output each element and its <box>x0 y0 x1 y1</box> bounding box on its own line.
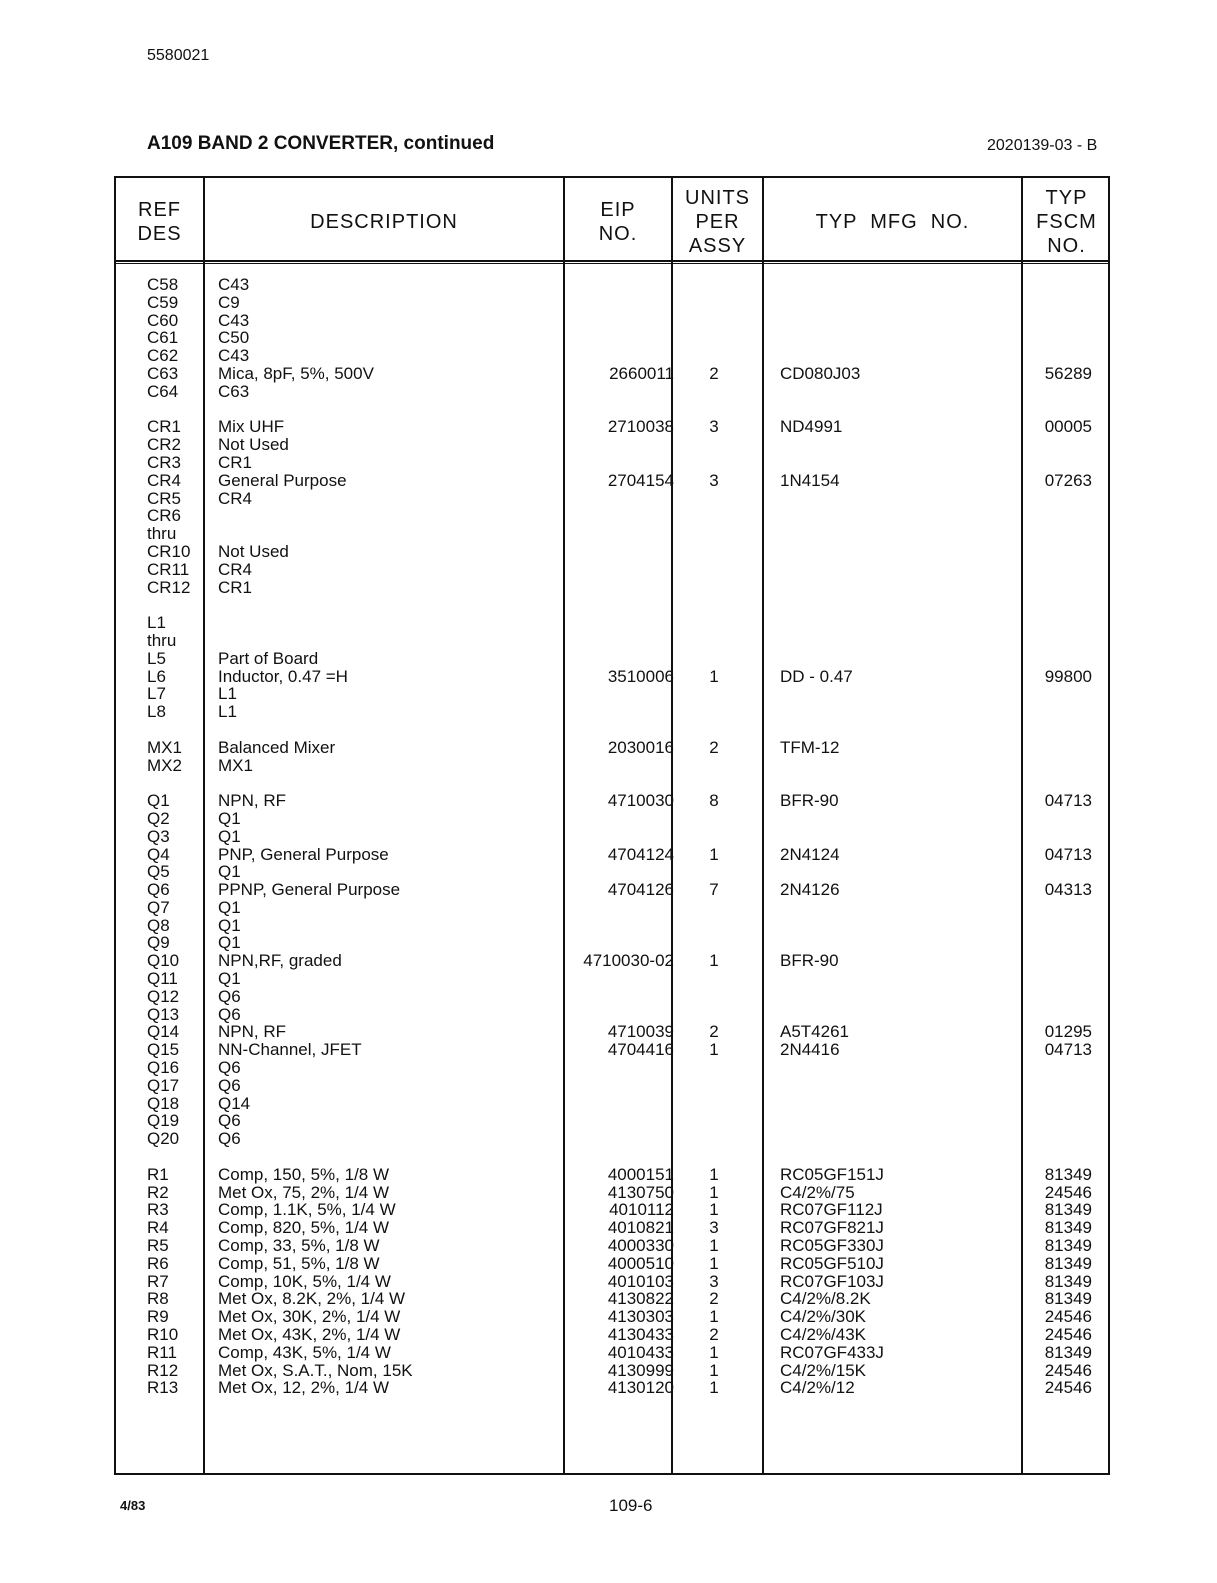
table-row <box>114 1219 1110 1237</box>
mfg-number-cell: RC07GF821J <box>780 1218 884 1238</box>
mfg-number-cell: TFM-12 <box>780 737 840 757</box>
fscm-number-cell: 04713 <box>1044 791 1092 811</box>
description-cell: Met Ox, 75, 2%, 1/4 W <box>218 1182 390 1202</box>
description-cell: CR1 <box>218 452 253 472</box>
eip-number-cell: 4710030 <box>607 791 674 811</box>
ref-des-cell: L7 <box>147 684 166 704</box>
eip-number-cell: 2704154 <box>607 470 674 490</box>
header-eip-line1: EIP <box>600 199 636 221</box>
fscm-number-cell: 24546 <box>1044 1378 1092 1398</box>
table-row <box>114 988 1110 1006</box>
header-eip-line2: NO. <box>598 223 638 245</box>
table-row <box>114 1273 1110 1291</box>
parts-table-body <box>114 276 1110 1415</box>
ref-des-cell: CR5 <box>147 488 182 508</box>
ref-des-cell: CR11 <box>147 559 190 579</box>
description-cell: Q1 <box>218 808 241 828</box>
table-row <box>114 347 1110 365</box>
part-group <box>114 739 1110 775</box>
ref-des-cell: C62 <box>147 346 179 366</box>
table-row <box>114 1112 1110 1130</box>
units-per-assy-cell: 1 <box>709 1378 719 1398</box>
ref-des-cell: C59 <box>147 292 179 312</box>
ref-des-cell: R2 <box>147 1182 169 1202</box>
units-per-assy-cell: 2 <box>709 1022 719 1042</box>
table-row <box>114 507 1110 525</box>
description-cell: Mix UHF <box>218 417 285 437</box>
fscm-number-cell: 99800 <box>1044 666 1092 686</box>
description-cell: Q6 <box>218 1058 241 1078</box>
ref-des-cell: CR6 <box>147 506 182 526</box>
table-row <box>114 1308 1110 1326</box>
ref-des-cell: R11 <box>147 1342 177 1362</box>
units-per-assy-cell: 7 <box>709 880 719 900</box>
fscm-number-cell: 81349 <box>1044 1218 1092 1238</box>
eip-number-cell: 4010821 <box>607 1218 674 1238</box>
footer-date: 4/83 <box>120 1498 146 1513</box>
units-per-assy-cell: 1 <box>709 1342 719 1362</box>
units-per-assy-cell: 1 <box>709 1182 719 1202</box>
mfg-number-cell: C4/2%/12 <box>780 1378 855 1398</box>
ref-des-cell: R4 <box>147 1218 169 1238</box>
mfg-number-cell: 2N4416 <box>780 1040 840 1060</box>
table-row <box>114 418 1110 436</box>
description-cell: Comp, 1.1K, 5%, 1/4 W <box>218 1200 396 1220</box>
units-per-assy-cell: 3 <box>709 417 719 437</box>
ref-des-cell: Q10 <box>147 951 180 971</box>
description-cell: NN-Channel, JFET <box>218 1040 362 1060</box>
table-row <box>114 1379 1110 1397</box>
mfg-number-cell: RC05GF510J <box>780 1253 884 1273</box>
fscm-number-cell: 04713 <box>1044 844 1092 864</box>
ref-des-cell: Q15 <box>147 1040 180 1060</box>
document-number: 5580021 <box>147 47 210 64</box>
fscm-number-cell: 81349 <box>1044 1200 1092 1220</box>
units-per-assy-cell: 1 <box>709 1200 719 1220</box>
ref-des-cell: Q1 <box>147 791 170 811</box>
ref-des-cell: C58 <box>147 275 179 294</box>
description-cell: Comp, 820, 5%, 1/4 W <box>218 1218 390 1238</box>
eip-number-cell: 4710039 <box>607 1022 674 1042</box>
table-row <box>114 436 1110 454</box>
fscm-number-cell: 04713 <box>1044 1040 1092 1060</box>
ref-des-cell: Q14 <box>147 1022 180 1042</box>
table-row <box>114 970 1110 988</box>
table-row <box>114 1184 1110 1202</box>
description-cell: C50 <box>218 328 250 348</box>
fscm-number-cell: 24546 <box>1044 1325 1092 1345</box>
header-ref-line1: REF <box>138 199 181 221</box>
mfg-number-cell: RC07GF112J <box>780 1200 883 1220</box>
description-cell: CR4 <box>218 488 253 508</box>
units-per-assy-cell: 3 <box>709 1271 719 1291</box>
description-cell: Q1 <box>218 897 241 917</box>
table-row <box>114 1237 1110 1255</box>
table-row <box>114 952 1110 970</box>
table-row <box>114 703 1110 721</box>
ref-des-cell: CR4 <box>147 470 182 490</box>
table-row <box>114 1201 1110 1219</box>
table-row <box>114 846 1110 864</box>
part-group <box>114 1166 1110 1397</box>
description-cell: C43 <box>218 275 250 294</box>
description-cell: L1 <box>218 684 237 704</box>
ref-des-cell: L5 <box>147 648 166 668</box>
mfg-number-cell: RC05GF151J <box>780 1164 884 1184</box>
ref-des-cell: thru <box>147 630 177 650</box>
description-cell: C63 <box>218 381 250 401</box>
header-units-line3: ASSY <box>688 235 747 257</box>
eip-number-cell: 4000330 <box>607 1236 674 1256</box>
table-row <box>114 1344 1110 1362</box>
fscm-number-cell: 81349 <box>1044 1236 1092 1256</box>
page-number: 109-6 <box>609 1496 653 1515</box>
eip-number-cell: 4130120 <box>607 1378 674 1398</box>
mfg-number-cell: RC07GF433J <box>780 1342 884 1362</box>
table-row <box>114 828 1110 846</box>
table-row <box>114 1041 1110 1059</box>
table-row <box>114 543 1110 561</box>
description-cell: Q6 <box>218 1111 241 1131</box>
mfg-number-cell: 2N4126 <box>780 880 840 900</box>
table-row <box>114 1290 1110 1308</box>
table-row <box>114 650 1110 668</box>
description-cell: Met Ox, 30K, 2%, 1/4 W <box>218 1307 401 1327</box>
table-row <box>114 668 1110 686</box>
table-row <box>114 1077 1110 1095</box>
fscm-number-cell: 04313 <box>1044 880 1092 900</box>
ref-des-cell: CR1 <box>147 417 182 437</box>
mfg-number-cell: 1N4154 <box>780 470 840 490</box>
mfg-number-cell: C4/2%/75 <box>780 1182 855 1202</box>
description-cell: Q1 <box>218 969 241 989</box>
fscm-number-cell: 24546 <box>1044 1182 1092 1202</box>
ref-des-cell: C60 <box>147 310 179 330</box>
ref-des-cell: Q20 <box>147 1129 180 1149</box>
units-per-assy-cell: 2 <box>709 1325 719 1345</box>
table-row <box>114 1166 1110 1184</box>
table-row <box>114 1255 1110 1273</box>
fscm-number-cell: 81349 <box>1044 1342 1092 1362</box>
description-cell: Not Used <box>218 541 289 561</box>
eip-number-cell: 4130303 <box>607 1307 674 1327</box>
description-cell: Q1 <box>218 862 241 882</box>
table-row <box>114 1006 1110 1024</box>
fscm-number-cell: 56289 <box>1044 363 1092 383</box>
ref-des-cell: R13 <box>147 1378 179 1398</box>
ref-des-cell: Q5 <box>147 862 170 882</box>
description-cell: Met Ox, 12, 2%, 1/4 W <box>218 1378 390 1398</box>
table-row <box>114 1095 1110 1113</box>
table-row <box>114 917 1110 935</box>
header-units-line2: PER <box>695 211 740 233</box>
table-row <box>114 685 1110 703</box>
eip-number-cell: 4704126 <box>607 880 674 900</box>
description-cell: Balanced Mixer <box>218 737 336 757</box>
description-cell: C43 <box>218 310 250 330</box>
description-cell: Comp, 33, 5%, 1/8 W <box>218 1236 380 1256</box>
ref-des-cell: Q16 <box>147 1058 180 1078</box>
description-cell: Met Ox, S.A.T., Nom, 15K <box>218 1360 413 1380</box>
ref-des-cell: Q3 <box>147 826 170 846</box>
table-row <box>114 579 1110 597</box>
table-row <box>114 276 1110 294</box>
description-cell: NPN,RF, graded <box>218 951 342 971</box>
description-cell: Comp, 43K, 5%, 1/4 W <box>218 1342 391 1362</box>
ref-des-cell: R3 <box>147 1200 169 1220</box>
units-per-assy-cell: 1 <box>709 1164 719 1184</box>
description-cell: Inductor, 0.47 =H <box>218 666 348 686</box>
ref-des-cell: R12 <box>147 1360 179 1380</box>
units-per-assy-cell: 2 <box>709 737 719 757</box>
table-row <box>114 472 1110 490</box>
table-row <box>114 1130 1110 1148</box>
ref-des-cell: R5 <box>147 1236 169 1256</box>
description-cell: Comp, 150, 5%, 1/8 W <box>218 1164 390 1184</box>
ref-des-cell: R6 <box>147 1253 169 1273</box>
description-cell: MX1 <box>218 755 253 775</box>
units-per-assy-cell: 2 <box>709 363 719 383</box>
mfg-number-cell: CD080J03 <box>780 363 861 383</box>
mfg-number-cell: C4/2%/43K <box>780 1325 866 1345</box>
table-row <box>114 294 1110 312</box>
fscm-number-cell: 01295 <box>1044 1022 1092 1042</box>
mfg-number-cell: C4/2%/15K <box>780 1360 866 1380</box>
eip-number-cell: 2660011 <box>609 363 674 383</box>
ref-des-cell: CR3 <box>147 452 182 472</box>
ref-des-cell: Q19 <box>147 1111 180 1131</box>
mfg-number-cell: 2N4124 <box>780 844 840 864</box>
table-row <box>114 810 1110 828</box>
table-row <box>114 383 1110 401</box>
table-row <box>114 614 1110 632</box>
description-cell: Q6 <box>218 986 241 1006</box>
eip-number-cell: 4000151 <box>607 1164 674 1184</box>
ref-des-cell: Q11 <box>147 969 178 989</box>
header-mfg-label: TYP MFG NO. <box>815 211 970 233</box>
description-cell: C43 <box>218 346 250 366</box>
table-row <box>114 329 1110 347</box>
mfg-number-cell: A5T4261 <box>780 1022 849 1042</box>
header-description <box>205 182 563 262</box>
ref-des-cell: R9 <box>147 1307 169 1327</box>
description-cell: PNP, General Purpose <box>218 844 389 864</box>
eip-number-cell: 4710030-02 <box>583 951 674 971</box>
part-group <box>114 418 1110 596</box>
header-description-label: DESCRIPTION <box>310 211 458 233</box>
fscm-number-cell: 00005 <box>1044 417 1092 437</box>
fscm-number-cell: 24546 <box>1044 1307 1092 1327</box>
eip-number-cell: 4130822 <box>607 1289 674 1309</box>
table-row <box>114 1362 1110 1380</box>
ref-des-cell: Q8 <box>147 915 170 935</box>
description-cell: Mica, 8pF, 5%, 500V <box>218 363 374 383</box>
eip-number-cell: 4010103 <box>607 1271 674 1291</box>
table-row <box>114 1059 1110 1077</box>
units-per-assy-cell: 1 <box>709 1307 719 1327</box>
ref-des-cell: Q2 <box>147 808 170 828</box>
ref-des-cell: CR12 <box>147 577 191 597</box>
ref-des-cell: L6 <box>147 666 166 686</box>
units-per-assy-cell: 1 <box>709 1253 719 1273</box>
eip-number-cell: 4704124 <box>607 844 674 864</box>
ref-des-cell: Q13 <box>147 1004 180 1024</box>
table-row <box>114 1023 1110 1041</box>
table-row <box>114 561 1110 579</box>
header-ref-des <box>116 182 203 262</box>
mfg-number-cell: DD - 0.47 <box>780 666 853 686</box>
mfg-number-cell: RC05GF330J <box>780 1236 884 1256</box>
ref-des-cell: C64 <box>147 381 179 401</box>
part-group <box>114 792 1110 1148</box>
description-cell: NPN, RF <box>218 1022 286 1042</box>
ref-des-cell: R8 <box>147 1289 169 1309</box>
table-row <box>114 490 1110 508</box>
description-cell: L1 <box>218 702 237 722</box>
ref-des-cell: CR2 <box>147 435 182 455</box>
description-cell: Q1 <box>218 915 241 935</box>
ref-des-cell: MX2 <box>147 755 182 775</box>
eip-number-cell: 4130433 <box>607 1325 674 1345</box>
eip-number-cell: 4130750 <box>607 1182 674 1202</box>
header-fscm-line3: NO. <box>1047 235 1086 257</box>
ref-des-cell: CR10 <box>147 541 191 561</box>
description-cell: PPNP, General Purpose <box>218 880 401 900</box>
description-cell: Q6 <box>218 1075 241 1095</box>
description-cell: CR1 <box>218 577 253 597</box>
ref-des-cell: R10 <box>147 1325 179 1345</box>
fscm-number-cell: 81349 <box>1044 1164 1092 1184</box>
units-per-assy-cell: 3 <box>709 1218 719 1238</box>
table-row <box>114 632 1110 650</box>
units-per-assy-cell: 2 <box>709 1289 719 1309</box>
mfg-number-cell: C4/2%/8.2K <box>780 1289 871 1309</box>
description-cell: Q6 <box>218 1129 241 1149</box>
fscm-number-cell: 81349 <box>1044 1253 1092 1273</box>
header-fscm-line2: FSCM <box>1036 211 1097 233</box>
table-row <box>114 312 1110 330</box>
header-fscm-line1: TYP <box>1045 187 1088 209</box>
description-cell: Q6 <box>218 1004 241 1024</box>
table-row <box>114 1326 1110 1344</box>
mfg-number-cell: C4/2%/30K <box>780 1307 866 1327</box>
eip-number-cell: 4130999 <box>607 1360 674 1380</box>
description-cell: Comp, 10K, 5%, 1/4 W <box>218 1271 391 1291</box>
header-eip-no <box>565 182 671 262</box>
ref-des-cell: Q7 <box>147 897 170 917</box>
fscm-number-cell: 81349 <box>1044 1289 1092 1309</box>
ref-des-cell: Q6 <box>147 880 170 900</box>
eip-number-cell: 2030016 <box>607 737 674 757</box>
fscm-number-cell: 24546 <box>1044 1360 1092 1380</box>
ref-des-cell: C63 <box>147 363 179 383</box>
eip-number-cell: 3510006 <box>607 666 674 686</box>
eip-number-cell: 4704416 <box>607 1040 674 1060</box>
table-row <box>114 881 1110 899</box>
description-cell: Met Ox, 43K, 2%, 1/4 W <box>218 1325 401 1345</box>
units-per-assy-cell: 1 <box>709 1236 719 1256</box>
ref-des-cell: C61 <box>147 328 179 348</box>
table-row <box>114 757 1110 775</box>
eip-number-cell: 4010433 <box>607 1342 674 1362</box>
description-cell: Part of Board <box>218 648 319 668</box>
eip-number-cell: 4010112 <box>609 1200 674 1220</box>
mfg-number-cell: BFR-90 <box>780 951 839 971</box>
description-cell: C9 <box>218 292 240 312</box>
table-row <box>114 365 1110 383</box>
ref-des-cell: R1 <box>147 1164 169 1184</box>
eip-number-cell: 4000510 <box>607 1253 674 1273</box>
header-typ-mfg-no <box>764 182 1021 262</box>
page-title: A109 BAND 2 CONVERTER, continued <box>147 133 495 154</box>
header-units-per-assy <box>673 182 762 262</box>
units-per-assy-cell: 1 <box>709 1360 719 1380</box>
description-cell: Q14 <box>218 1093 251 1113</box>
table-row <box>114 739 1110 757</box>
units-per-assy-cell: 1 <box>709 1040 719 1060</box>
table-row <box>114 899 1110 917</box>
ref-des-cell: Q17 <box>147 1075 180 1095</box>
ref-des-cell: Q4 <box>147 844 170 864</box>
mfg-number-cell: RC07GF103J <box>780 1271 884 1291</box>
description-cell: CR4 <box>218 559 253 579</box>
table-row <box>114 792 1110 810</box>
units-per-assy-cell: 1 <box>709 951 719 971</box>
table-row <box>114 863 1110 881</box>
description-cell: Q1 <box>218 933 241 953</box>
ref-des-cell: thru <box>147 524 177 544</box>
fscm-number-cell: 07263 <box>1044 470 1092 490</box>
units-per-assy-cell: 1 <box>709 666 719 686</box>
ref-des-cell: Q9 <box>147 933 170 953</box>
table-row <box>114 934 1110 952</box>
header-typ-fscm-no <box>1023 182 1110 262</box>
table-row <box>114 525 1110 543</box>
units-per-assy-cell: 8 <box>709 791 719 811</box>
mfg-number-cell: BFR-90 <box>780 791 839 811</box>
header-ref-line2: DES <box>137 223 182 245</box>
description-cell: Met Ox, 8.2K, 2%, 1/4 W <box>218 1289 406 1309</box>
fscm-number-cell: 81349 <box>1044 1271 1092 1291</box>
ref-des-cell: L1 <box>147 613 166 633</box>
part-group <box>114 614 1110 721</box>
ref-des-cell: Q12 <box>147 986 180 1006</box>
eip-number-cell: 2710038 <box>607 417 674 437</box>
units-per-assy-cell: 1 <box>709 844 719 864</box>
part-group <box>114 276 1110 401</box>
mfg-number-cell: ND4991 <box>780 417 843 437</box>
ref-des-cell: L8 <box>147 702 166 722</box>
description-cell: NPN, RF <box>218 791 286 811</box>
description-cell: Q1 <box>218 826 241 846</box>
description-cell: Comp, 51, 5%, 1/8 W <box>218 1253 380 1273</box>
description-cell: Not Used <box>218 435 289 455</box>
table-row <box>114 454 1110 472</box>
drawing-code: 2020139-03 - B <box>987 137 1098 154</box>
description-cell: General Purpose <box>218 470 347 490</box>
header-units-line1: UNITS <box>685 187 750 209</box>
ref-des-cell: Q18 <box>147 1093 180 1113</box>
units-per-assy-cell: 3 <box>709 470 719 490</box>
ref-des-cell: R7 <box>147 1271 169 1291</box>
ref-des-cell: MX1 <box>147 737 182 757</box>
